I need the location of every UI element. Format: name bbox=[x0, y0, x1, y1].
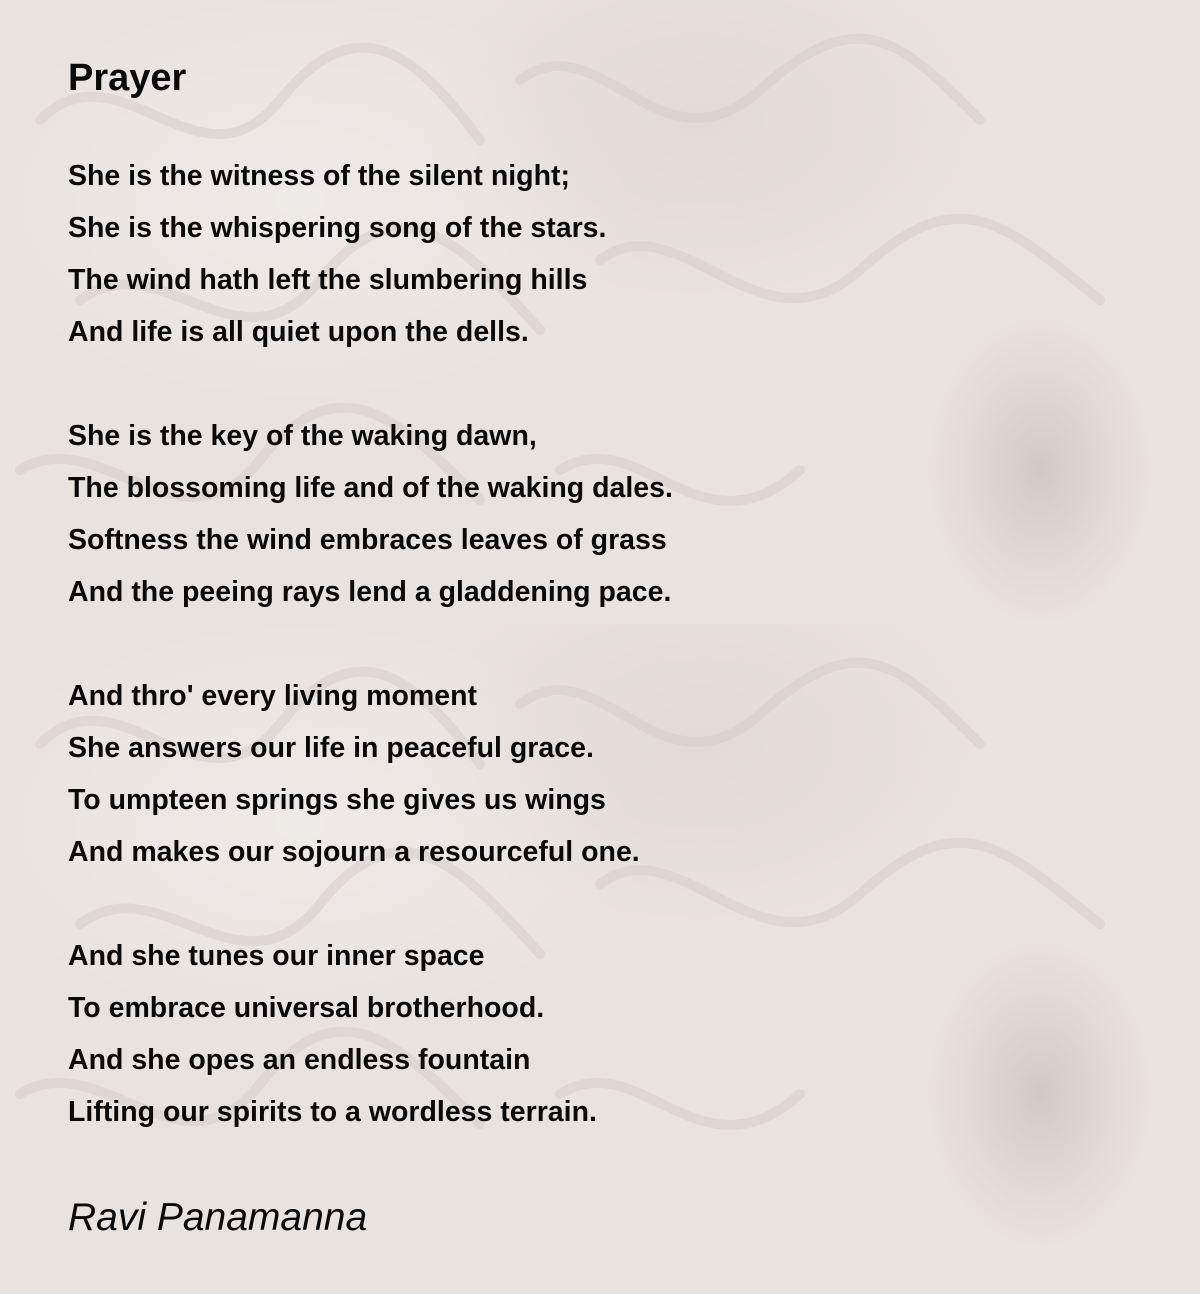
poem-line: She is the witness of the silent night; bbox=[68, 160, 570, 192]
poem-line: She is the key of the waking dawn, bbox=[68, 420, 537, 452]
poem-line: And she tunes our inner space bbox=[68, 940, 485, 972]
poem-line: To embrace universal brotherhood. bbox=[68, 992, 545, 1024]
stanza-3 bbox=[68, 670, 673, 878]
poem-line: To umpteen springs she gives us wings bbox=[68, 784, 606, 816]
poem-line: The blossoming life and of the waking dales. bbox=[68, 472, 673, 504]
poem-line: Lifting our spirits to a wordless terrain. bbox=[68, 1096, 597, 1128]
poem-title: Prayer bbox=[68, 57, 187, 99]
poem-line: And thro' every living moment bbox=[68, 680, 478, 712]
stanza-4 bbox=[68, 930, 673, 1138]
poem-line: And she opes an endless fountain bbox=[68, 1044, 531, 1076]
poem-line: She is the whispering song of the stars. bbox=[68, 212, 607, 244]
stanza-1 bbox=[68, 150, 673, 358]
poem-author: Ravi Panamanna bbox=[68, 1196, 368, 1239]
poem-line: And life is all quiet upon the dells. bbox=[68, 316, 529, 348]
poem-line: And makes our sojourn a resourceful one. bbox=[68, 836, 640, 868]
poem-line: The wind hath left the slumbering hills bbox=[68, 264, 588, 296]
poem-line: And the peeing rays lend a gladdening pace. bbox=[68, 576, 672, 608]
poem-body bbox=[68, 150, 673, 1190]
poem-line: She answers our life in peaceful grace. bbox=[68, 732, 594, 764]
poem-line: Softness the wind embraces leaves of grass bbox=[68, 524, 667, 556]
stanza-2 bbox=[68, 410, 673, 618]
